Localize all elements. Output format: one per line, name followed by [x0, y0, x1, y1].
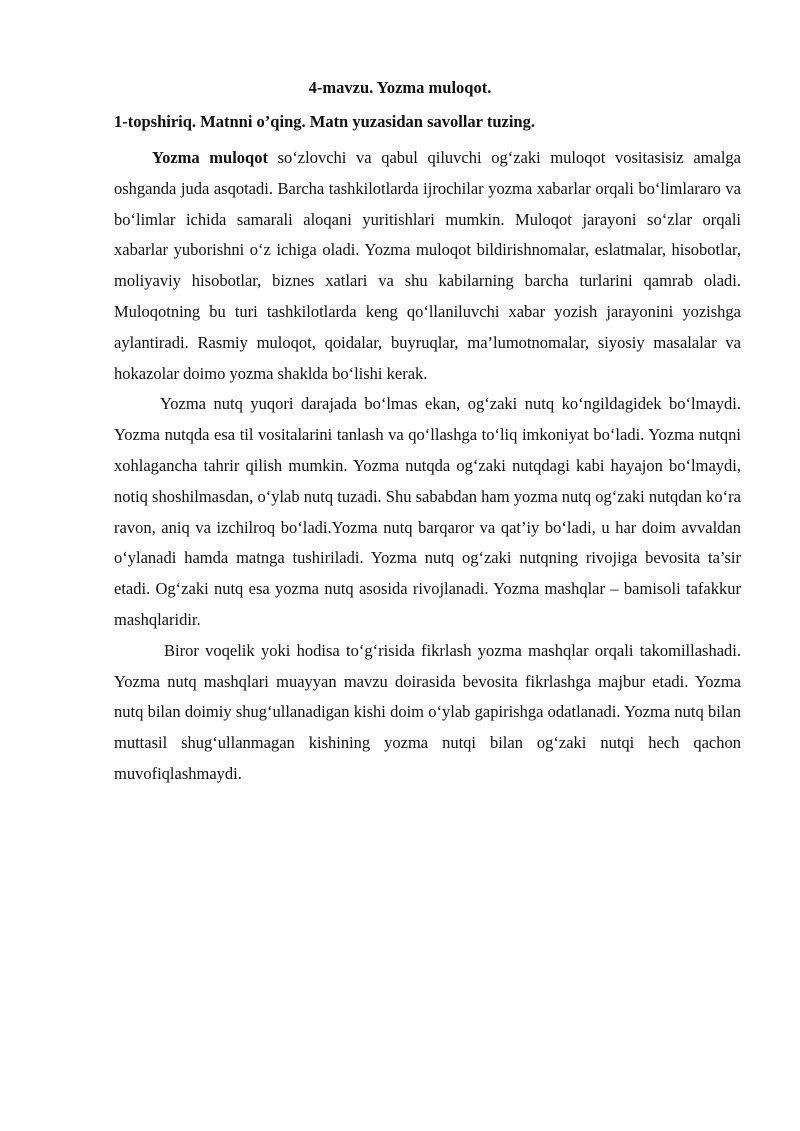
task-heading: 1-topshiriq. Matnni o’qing. Matn yuzasidan savollar tuzing. [114, 112, 535, 131]
paragraph-1 [114, 143, 741, 389]
paragraph-2: Yozma nutq yuqori darajada bo‘lmas ekan, og‘zaki nutq ko‘ngildagidek bo‘lmaydi. Yozma nutqda esa til vositalarini tanlash va qo‘llashga to‘liq imkoniyat bo‘ladi. Yozma nutqni xohlagancha tahrir qilish mumkin. Yozma nutqda og‘zaki nutqdagi kabi hayajon bo‘lmaydi, notiq shoshilmasdan, o‘ylab nutq tuzadi. Shu sababdan ham yozma nutq og‘zaki nutqdan ko‘ra ravon, aniq va izchilroq bo‘ladi.Yozma nutq barqaror va qat’iy bo‘ladi, u har doim avvaldan o‘ylanadi hamda matnga tushiriladi. Yozma nutq og‘zaki nutqning rivojiga bevosita ta’sir etadi. Og‘zaki nutq esa yozma nutq asosida rivojlanadi. Yozma mashqlar – bamisoli tafakkur mashqlaridir. [114, 394, 741, 629]
paragraph-1-lead: Yozma muloqot [152, 148, 268, 167]
document-body [114, 143, 741, 790]
paragraph-1-text: so‘zlovchi va qabul qiluvchi og‘zaki muloqot vositasisiz amalga oshganda juda asqotadi. Barcha tashkilotlarda ijrochilar yozma xabarlar orqali bo‘limlararo va bo‘limlar ichida samarali aloqani yuritishlari mumkin. Muloqot jarayoni so‘zlar orqali xabarlar yuborishni o‘z ichiga oladi. Yozma muloqot bildirishnomalar, eslatmalar, hisobotlar, moliyaviy hisobotlar, biznes xatlari va shu kabilarning barcha turlarini qamrab oladi. Muloqotning bu turi tashkilotlarda keng qo‘llaniluvchi xabar yozish jarayonini yozishga aylantiradi. Rasmiy muloqot, qoidalar, buyruqlar, ma’lumotnomalar, siyosiy masalalar va hokazolar doimo yozma shaklda bo‘lishi kerak. [114, 148, 741, 383]
page-title: 4-mavzu. Yozma muloqot. [308, 78, 492, 97]
paragraph-3: Biror voqelik yoki hodisa to‘g‘risida fikrlash yozma mashqlar orqali takomillashadi. Yozma nutq mashqlari muayyan mavzu doirasida bevosita fikrlashga majbur etadi. Yozma nutq bilan doimiy shug‘ullanadigan kishi doim o‘ylab gapirishga odatlanadi. Yozma nutq bilan muttasil shug‘ullanmagan kishining yozma nutqi bilan og‘zaki nutqi hech qachon muvofiqlashmaydi. [114, 640, 741, 783]
